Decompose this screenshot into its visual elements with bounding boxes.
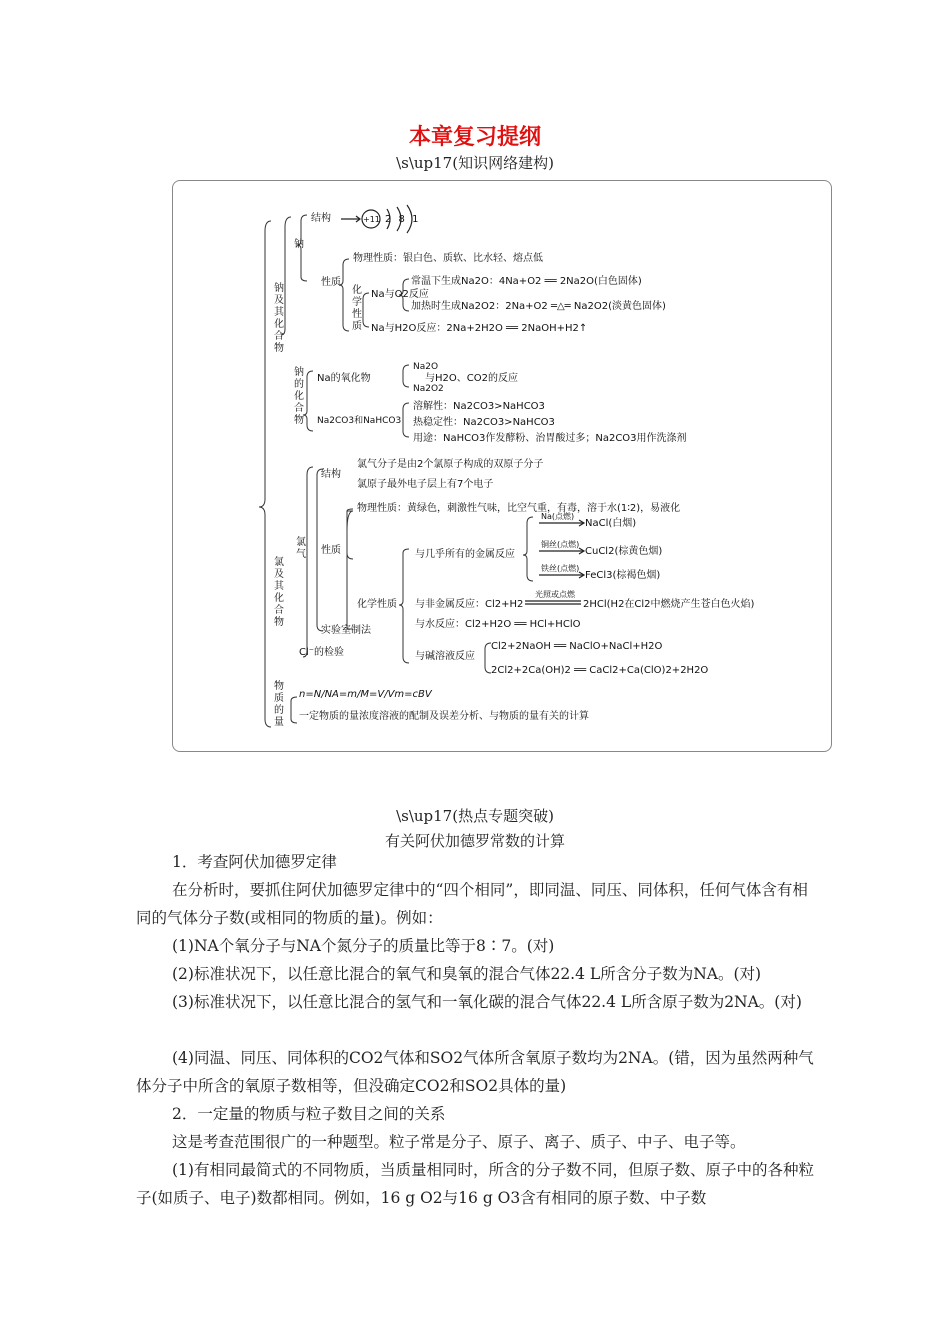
label-cl-chemical: 化学性质 bbox=[357, 599, 397, 610]
page-title: 本章复习提纲 bbox=[408, 125, 541, 150]
product-fecl3: FeCl3(棕褐色烟) bbox=[585, 570, 661, 581]
paragraph: (1)NA个氧分子与NA个氮分子的质量比等于8∶7。(对) bbox=[172, 937, 555, 955]
nonmetal-reaction: 与非金属反应：Cl2+H2 bbox=[415, 599, 524, 610]
label-na-oxides: Na的氧化物 bbox=[317, 373, 371, 384]
cl-structure-1: 氯气分子是由2个氯原子构成的双原子分子 bbox=[357, 459, 544, 470]
label-amount-of-substance: 物质的量 bbox=[274, 681, 284, 728]
atom-nucleus: +11 bbox=[363, 215, 380, 224]
atom-shells: 2 8 1 bbox=[385, 214, 421, 225]
label-structure: 结构 bbox=[311, 213, 331, 224]
light-or-burn-condition: 光照或点燃 bbox=[535, 590, 575, 599]
paragraph: (2)标准状况下，以任意比混合的氧气和臭氧的混合气体22.4 L所含分子数为NA。(对) bbox=[172, 965, 762, 983]
alkali-equation-2: 2Cl2+2Ca(OH)2 ══ CaCl2+Ca(ClO)2+2H2O bbox=[491, 665, 709, 676]
cl-physical-properties: 物理性质：黄绿色，刺激性气味，比空气重，有毒，溶于水(1∶2)，易液化 bbox=[357, 503, 681, 514]
label-cl-properties: 性质 bbox=[321, 545, 341, 556]
paragraph: 这是考查范围很广的一种题型。粒子常是分子、原子、离子、质子、中子、电子等。 bbox=[172, 1133, 746, 1151]
fe-burn-condition: 铁丝(点燃) bbox=[541, 564, 580, 573]
paragraph-heading-1: 1．考查阿伏加德罗定律 bbox=[172, 853, 337, 871]
na2o2: Na2O2 bbox=[413, 384, 444, 394]
section-subtitle-2: \s\up17(热点专题突破) bbox=[396, 807, 554, 825]
na2o: Na2O bbox=[413, 362, 439, 372]
water-reaction: 与水反应：Cl2+H2O ══ HCl+HClO bbox=[415, 619, 581, 630]
concentration-note: 一定物质的量浓度溶液的配制及误差分析、与物质的量有关的计算 bbox=[299, 711, 589, 722]
paragraph: (1)有相同最简式的不同物质，当质量相同时，所含的分子数不同，但原子数、原子中的各种粒子(如质子、电子)数都相同。例如，16 g O2与16 g O3含有相同的原子数、中子数 bbox=[136, 1161, 814, 1207]
paragraph-heading-2: 2．一定量的物质与粒子数目之间的关系 bbox=[172, 1105, 446, 1123]
carbonate-solubility: 溶解性：Na2CO3>NaHCO3 bbox=[413, 401, 545, 412]
label-sodium-compounds-sub: 钠的化合物 bbox=[294, 367, 304, 426]
label-chlorine-compounds: 氯及其化合物 bbox=[274, 557, 284, 628]
label-na-o2: Na与O2反应 bbox=[371, 289, 429, 300]
na-burn-condition: Na(点燃) bbox=[541, 512, 575, 521]
label-chlorine: 氯气 bbox=[296, 537, 306, 560]
label-cl-structure: 结构 bbox=[321, 469, 341, 480]
na-h2o-reaction: Na与H2O反应：2Na+2H2O ══ 2NaOH+H2↑ bbox=[371, 323, 588, 334]
label-chemical-properties: 化学性质 bbox=[352, 285, 362, 332]
section-subtitle-1: \s\up17(知识网络建构) bbox=[396, 154, 554, 172]
paragraph: (4)同温、同压、同体积的CO2气体和SO2气体所含氧原子数均为2NA。(错，因为虽然两种气体分子中所含的氧原子数相等，但没确定CO2和SO2具体的量) bbox=[136, 1049, 814, 1095]
label-lab-prep: 实验室制法 bbox=[321, 625, 371, 636]
carbonate-uses: 用途：NaHCO3作发酵粉、治胃酸过多；Na2CO3用作洗涤剂 bbox=[413, 433, 687, 444]
cu-burn-condition: 铜丝(点燃) bbox=[541, 540, 580, 549]
section-heading: 有关阿伏加德罗常数的计算 bbox=[384, 832, 565, 850]
label-properties: 性质 bbox=[321, 277, 341, 288]
label-cl-test: Cl⁻的检验 bbox=[299, 647, 345, 658]
label-carbonates: Na2CO3和NaHCO3 bbox=[317, 416, 402, 426]
alkali-reaction: 与碱溶液反应 bbox=[415, 651, 475, 662]
na-physical-properties: 物理性质：银白色、质软、比水轻、熔点低 bbox=[353, 253, 543, 264]
product-nacl: NaCl(白烟) bbox=[585, 518, 637, 529]
cl-structure-2: 氯原子最外电子层上有7个电子 bbox=[357, 479, 494, 490]
na-o2-heated: 加热时生成Na2O2：2Na+O2 ═△═ Na2O2(淡黄色固体) bbox=[411, 301, 666, 312]
label-sodium: 钠 bbox=[294, 239, 304, 250]
alkali-equation-1: Cl2+2NaOH ══ NaClO+NaCl+H2O bbox=[491, 641, 663, 652]
knowledge-network-diagram bbox=[172, 180, 832, 752]
amount-formula: n=N/NA=m/M=V/Vm=cBV bbox=[299, 689, 432, 700]
product-cucl2: CuCl2(棕黄色烟) bbox=[585, 546, 663, 557]
product-hcl: 2HCl(H2在Cl2中燃烧产生苍白色火焰) bbox=[583, 599, 755, 610]
paragraph: 在分析时，要抓住阿伏加德罗定律中的“四个相同”，即同温、同压、同体积，任何气体含有相同的气体分子数(或相同的物质的量)。例如： bbox=[136, 881, 808, 927]
carbonate-stability: 热稳定性：Na2CO3>NaHCO3 bbox=[413, 417, 555, 428]
label-sodium-compounds: 钠及其化合物 bbox=[274, 283, 284, 354]
metal-reaction: 与几乎所有的金属反应 bbox=[415, 549, 515, 560]
na-o2-room-temp: 常温下生成Na2O：4Na+O2 ══ 2Na2O(白色固体) bbox=[411, 276, 642, 287]
paragraph: (3)标准状况下，以任意比混合的氢气和一氧化碳的混合气体22.4 L所含原子数为2NA。(对) bbox=[172, 993, 802, 1011]
oxide-reactions: 与H2O、CO2的反应 bbox=[425, 373, 518, 384]
